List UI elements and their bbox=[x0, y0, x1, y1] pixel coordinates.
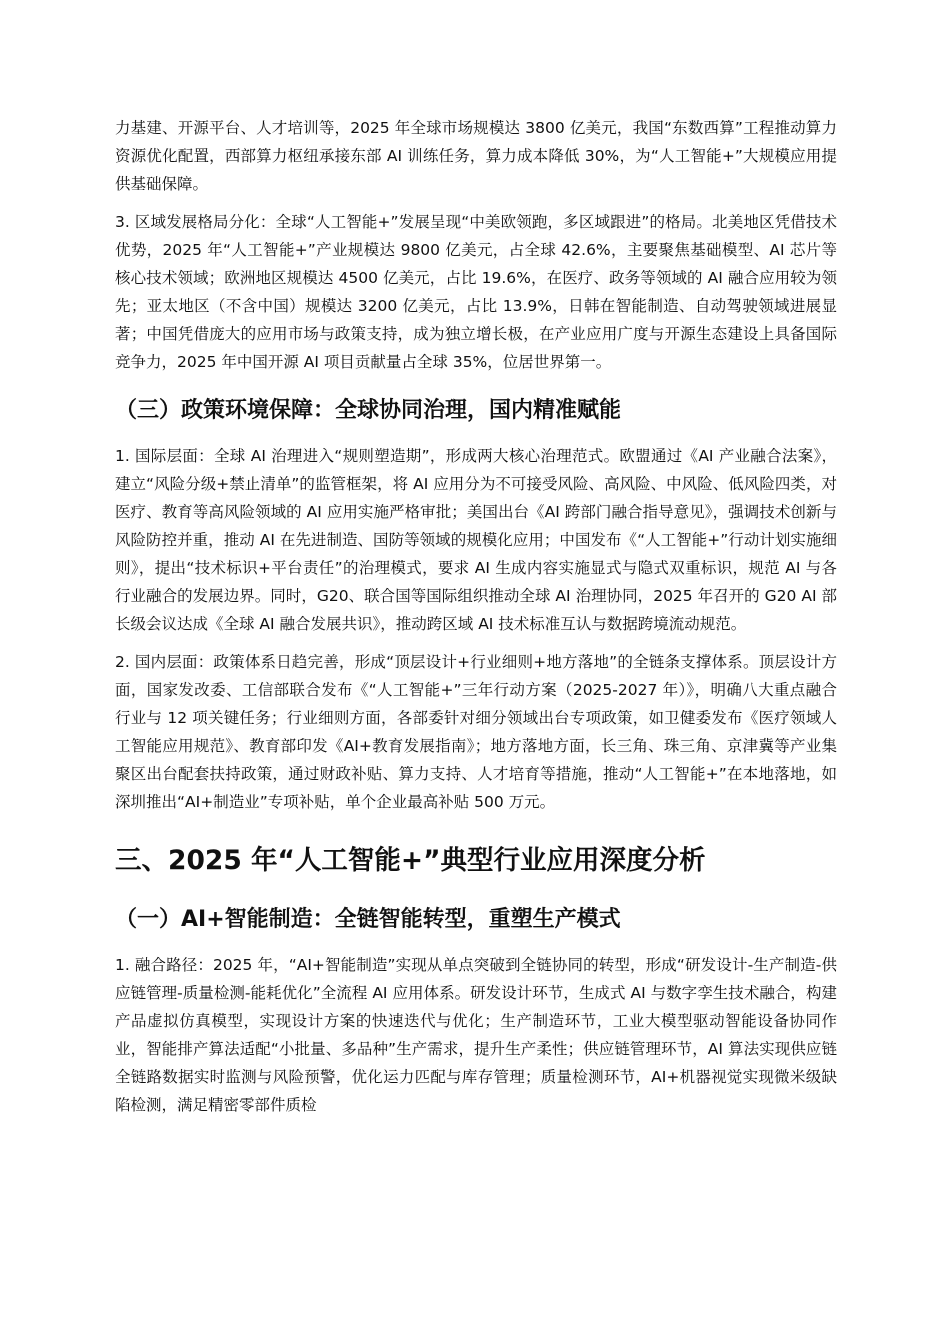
heading-policy-environment: （三）政策环境保障：全球协同治理，国内精准赋能 bbox=[115, 398, 622, 423]
paragraph-compute-infrastructure: 力基建、开源平台、人才培训等，2025 年全球市场规模达 3800 亿美元，我国“东数西算”工程推动算力资源优化配置，西部算力枢纽承接东部 AI 训练任务，算力成本降低 30%，为“人工智能+”大规模应用提供基础保障。 bbox=[115, 119, 837, 193]
document-body bbox=[115, 114, 837, 1129]
paragraph-domestic-level: 2. 国内层面：政策体系日趋完善，形成“顶层设计+行业细则+地方落地”的全链条支撑体系。顶层设计方面，国家发改委、工信部联合发布《“人工智能+”三年行动方案（2025-2027 年）》，明确八大重点融合行业与 12 项关键任务；行业细则方面，各部委针对细分领域出台专项政策，如卫健委发布《医疗领域人工智能应用规范》、教育部印发《AI+教育发展指南》；地方落地方面，长三角、珠三角、京津冀等产业集聚区出台配套扶持政策，通过财政补贴、算力支持、人才培育等措施，推动“人工智能+”在本地落地，如深圳推出“AI+制造业”专项补贴，单个企业最高补贴 500 万元。 bbox=[115, 653, 837, 811]
heading-ai-manufacturing: （一）AI+智能制造：全链智能转型，重塑生产模式 bbox=[115, 907, 621, 932]
heading-chapter-three: 三、2025 年“人工智能+”典型行业应用深度分析 bbox=[115, 845, 706, 876]
paragraph-regional-pattern: 3. 区域发展格局分化：全球“人工智能+”发展呈现“中美欧领跑，多区域跟进”的格局。北美地区凭借技术优势，2025 年“人工智能+”产业规模达 9800 亿美元，占全球 42.6%，主要聚焦基础模型、AI 芯片等核心技术领域；欧洲地区规模达 4500 亿美元，占比 19.6%，在医疗、政务等领域的 AI 融合应用较为领先；亚太地区（不含中国）规模达 3200 亿美元，占比 13.9%，日韩在智能制造、自动驾驶领域进展显著；中国凭借庞大的应用市场与政策支持，成为独立增长极，在产业应用广度与开源生态建设上具备国际竞争力，2025 年中国开源 AI 项目贡献量占全球 35%，位居世界第一。 bbox=[115, 213, 837, 371]
paragraph-integration-path: 1. 融合路径：2025 年，“AI+智能制造”实现从单点突破到全链协同的转型，形成“研发设计-生产制造-供应链管理-质量检测-能耗优化”全流程 AI 应用体系。研发设计环节，生成式 AI 与数字孪生技术融合，构建产品虚拟仿真模型，实现设计方案的快速迭代与优化；生产制造环节，工业大模型驱动智能设备协同作业，智能排产算法适配“小批量、多品种”生产需求，提升生产柔性；供应链管理环节，AI 算法实现供应链全链路数据实时监测与风险预警，优化运力匹配与库存管理；质量检测环节，AI+机器视觉实现微米级缺陷检测，满足精密零部件质检 bbox=[115, 956, 837, 1114]
paragraph-international-level: 1. 国际层面：全球 AI 治理进入“规则塑造期”，形成两大核心治理范式。欧盟通过《AI 产业融合法案》，建立“风险分级+禁止清单”的监管框架，将 AI 应用分为不可接受风险、高风险、中风险、低风险四类，对医疗、教育等高风险领域的 AI 应用实施严格审批；美国出台《AI 跨部门融合指导意见》，强调技术创新与风险防控并重，推动 AI 在先进制造、国防等领域的规模化应用；中国发布《“人工智能+”行动计划实施细则》，提出“技术标识+平台责任”的治理模式，要求 AI 生成内容实施显式与隐式双重标识，规范 AI 与各行业融合的发展边界。同时，G20、联合国等国际组织推动全球 AI 治理协同，2025 年召开的 G20 AI 部长级会议达成《全球 AI 融合发展共识》，推动跨区域 AI 技术标准互认与数据跨境流动规范。 bbox=[115, 447, 837, 633]
